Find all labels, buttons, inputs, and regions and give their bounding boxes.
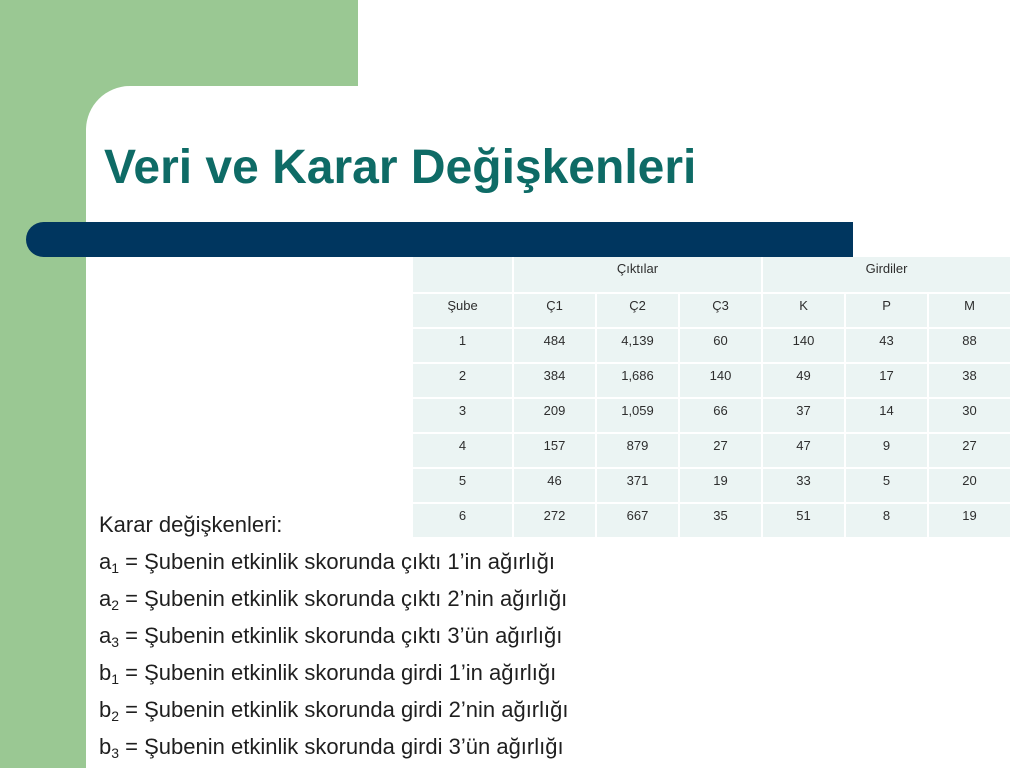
table-row [413, 364, 1012, 399]
table-cell: 27 [680, 434, 763, 469]
table-cell: 2 [413, 364, 514, 399]
table-cell: 49 [763, 364, 846, 399]
decision-variables-heading: Karar değişkenleri: [99, 512, 283, 537]
table-cell: 371 [597, 469, 680, 504]
table-row [413, 434, 1012, 469]
table-cell: 272 [514, 504, 597, 539]
variable-symbol: a [99, 549, 112, 574]
definition-line [99, 543, 568, 580]
definition-line [99, 691, 568, 728]
table-corner-cell [413, 257, 514, 294]
title-underline-bar [26, 222, 853, 257]
column-header: K [763, 294, 846, 329]
table-cell: 60 [680, 329, 763, 364]
table-cell: 66 [680, 399, 763, 434]
variable-subscript: 3 [111, 634, 120, 650]
table-row [413, 399, 1012, 434]
table-cell: 1 [413, 329, 514, 364]
table-cell: 5 [846, 469, 929, 504]
definition-line [99, 580, 568, 617]
table-cell: 484 [514, 329, 597, 364]
inputs-group-header: Girdiler [763, 257, 1012, 294]
branch-data-table [413, 257, 1012, 539]
table-cell: 51 [763, 504, 846, 539]
table-cell: 1,059 [597, 399, 680, 434]
table-cell: 17 [846, 364, 929, 399]
column-header: Ç1 [514, 294, 597, 329]
table-cell: 27 [929, 434, 1012, 469]
table-cell: 140 [680, 364, 763, 399]
variable-symbol: a [99, 623, 112, 648]
table-cell: 384 [514, 364, 597, 399]
table-cell: 14 [846, 399, 929, 434]
variable-symbol: a [99, 586, 112, 611]
table-cell: 1,686 [597, 364, 680, 399]
outputs-group-header: Çıktılar [514, 257, 763, 294]
variable-subscript: 1 [111, 671, 120, 687]
column-header: P [846, 294, 929, 329]
definition-text: = Şubenin etkinlik skorunda çıktı 3’ün ağırlığı [119, 623, 563, 648]
column-header: M [929, 294, 1012, 329]
table-cell: 3 [413, 399, 514, 434]
table-cell: 8 [846, 504, 929, 539]
table-row [413, 329, 1012, 364]
decision-variables-block [99, 506, 568, 765]
table-cell: 879 [597, 434, 680, 469]
variable-subscript: 1 [111, 560, 120, 576]
table-cell: 37 [763, 399, 846, 434]
definition-line [99, 654, 568, 691]
table-row [413, 469, 1012, 504]
definition-line [99, 617, 568, 654]
definition-text: = Şubenin etkinlik skorunda çıktı 1’in ağırlığı [119, 549, 556, 574]
table-cell: 35 [680, 504, 763, 539]
table-cell: 19 [680, 469, 763, 504]
table-cell: 4,139 [597, 329, 680, 364]
table-cell: 140 [763, 329, 846, 364]
table-group-header-row [413, 257, 1012, 294]
table-cell: 33 [763, 469, 846, 504]
table-cell: 30 [929, 399, 1012, 434]
definition-text: = Şubenin etkinlik skorunda girdi 1’in ağırlığı [119, 660, 557, 685]
table-cell: 209 [514, 399, 597, 434]
table-cell: 46 [514, 469, 597, 504]
definition-text: = Şubenin etkinlik skorunda girdi 3’ün ağırlığı [119, 734, 564, 759]
variable-symbol: b [99, 697, 112, 722]
table-cell: 157 [514, 434, 597, 469]
definition-text: = Şubenin etkinlik skorunda girdi 2’nin ağırlığı [119, 697, 569, 722]
column-header: Ç3 [680, 294, 763, 329]
column-header: Şube [413, 294, 514, 329]
table-column-header-row [413, 294, 1012, 329]
table-cell: 88 [929, 329, 1012, 364]
table-cell: 4 [413, 434, 514, 469]
definition-text: = Şubenin etkinlik skorunda çıktı 2’nin ağırlığı [119, 586, 568, 611]
table-cell: 19 [929, 504, 1012, 539]
table-cell: 38 [929, 364, 1012, 399]
table-cell: 43 [846, 329, 929, 364]
variable-subscript: 2 [111, 597, 120, 613]
variable-symbol: b [99, 734, 112, 759]
table-cell: 9 [846, 434, 929, 469]
variable-subscript: 2 [111, 708, 120, 724]
table-cell: 20 [929, 469, 1012, 504]
table-cell: 5 [413, 469, 514, 504]
table-cell: 6 [413, 504, 514, 539]
column-header: Ç2 [597, 294, 680, 329]
table-cell: 667 [597, 504, 680, 539]
table-cell: 47 [763, 434, 846, 469]
definition-line [99, 728, 568, 765]
variable-subscript: 3 [111, 745, 120, 761]
variable-symbol: b [99, 660, 112, 685]
slide-title: Veri ve Karar Değişkenleri [104, 141, 697, 194]
